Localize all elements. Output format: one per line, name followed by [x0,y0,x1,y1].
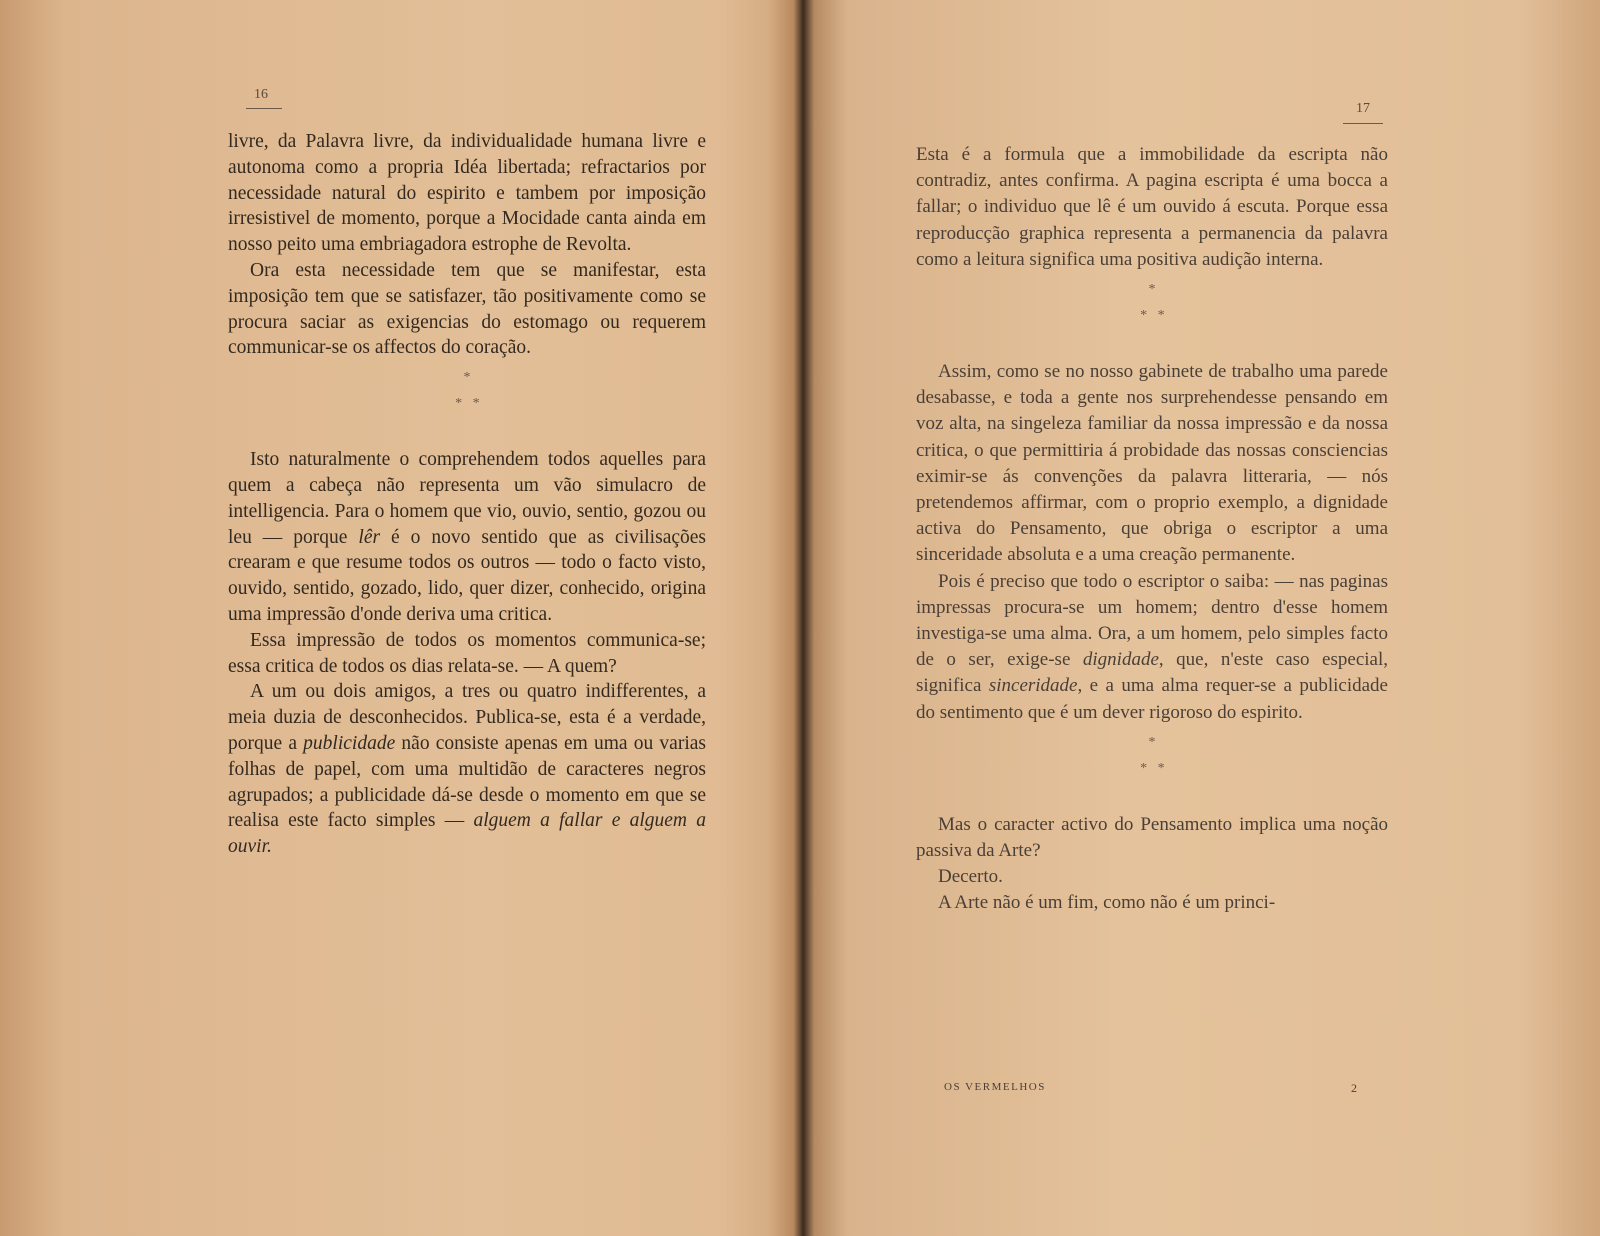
paragraph: Essa impressão de todos os momentos communica-se; essa critica de todos os dias relata-se. — A quem? [228,629,706,677]
asterism-star: * [1148,734,1156,750]
asterism-star: * [1157,760,1165,776]
asterism-star: * [1148,282,1156,298]
asterism-star: * [1157,308,1165,324]
paragraph: Pois é preciso que todo o escriptor o saiba: — nas paginas impressas procura-se um homem; dentro d'esse homem investiga-se uma alma. Ora, a um homem, pelo simples facto de o ser, exige-se dignidade, que, n'este caso especial, significa sinceridade, e a uma alma requer-se a publicidade do sentimento que é um dever rigoroso do espirito. [916,570,1388,723]
paragraph: Mas o caracter activo do Pensamento implica uma noção passiva da Arte? [916,813,1388,862]
asterism-divider [916,273,1388,347]
right-text-block [916,142,1388,917]
asterism-star: * [472,396,480,412]
signature-mark: 2 [1351,1081,1357,1095]
page-number-left: 16 [254,87,268,102]
paragraph: A um ou dois amigos, a tres ou quatro indifferentes, a meia duzia de desconhecidos. Publica-se, esta é a verdade, porque a publicidade não consiste apenas em uma ou varias folhas de papel, com uma multidão de caracteres negros agrupados; a publicidade dá-se desde o momento em que se realisa este facto simples — alguem a fallar e alguem a ouvir. [228,681,706,858]
asterism-star: * [1140,308,1148,324]
italic-term: sinceridade [988,675,1078,697]
page-number-right: 17 [1356,101,1370,116]
asterism-star: * [463,370,471,386]
paragraph: Isto naturalmente o comprehendem todos aquelles para quem a cabeça não representa um vão simulacro de intelligencia. Para o homem que vio, ouvio, sentio, gozou ou leu — porque lêr é o novo sentido que as civilisações crearam e que resume todos os outros — todo o facto visto, ouvido, sentido, gozado, lido, quer dizer, conhecido, origina uma impressão d'onde deriva uma critica. [228,449,706,625]
italic-term: publicidade [303,732,396,754]
paragraph: Decerto. [938,866,1003,888]
left-text-block [228,129,706,860]
paragraph: livre, da Palavra livre, da individualidade humana livre e autonoma como a propria Idéa libertada; refractarios por necessidade natural do espirito e tambem por imposição irresistivel de momento, porque a Mocidade canta ainda em nosso peito uma embriagadora estrophe de Revolta. [228,131,706,256]
page-number-rule-left [246,108,282,109]
paragraph: Esta é a formula que a immobilidade da escripta não contradiz, antes confirma. A pagina escripta é uma bocca a fallar; o individuo que lê é um ouvido á escuta. Porque essa reproducção graphica representa a permanencia da palavra como a leitura significa uma positiva audição interna. [916,144,1388,270]
italic-closing: alguem a fallar e alguem a ouvir. [228,810,706,858]
asterism-divider [228,361,706,435]
asterism-divider [916,726,1388,800]
running-footer-title: OS VERMELHOS [944,1081,1046,1093]
paragraph: A Arte não é um fim, como não é um princi- [938,892,1276,914]
italic-term: dignidade [1082,649,1159,671]
paragraph: Assim, como se no nosso gabinete de trabalho uma parede desabasse, e toda a gente nos surprehendesse pensando em voz alta, na singeleza familiar da nossa impressão e da nossa critica, o que permittiria á probidade das nossas consciencias eximir-se ás convenções da palavra litteraria, — nós pretendemos affirmar, com o proprio exemplo, a dignidade activa do Pensamento, que obriga o escriptor a uma sinceridade absoluta e a uma creação permanente. [916,361,1388,566]
asterism-star: * [455,396,463,412]
page-number-rule-right [1343,123,1383,124]
italic-term: lêr [358,526,381,548]
paragraph: Ora esta necessidade tem que se manifestar, esta imposição tem que se satisfazer, tão positivamente como se procura saciar as exigencias do estomago ou requerem communicar-se os affectos do coração. [228,259,706,359]
right-page [806,0,1600,1236]
asterism-star: * [1140,760,1148,776]
